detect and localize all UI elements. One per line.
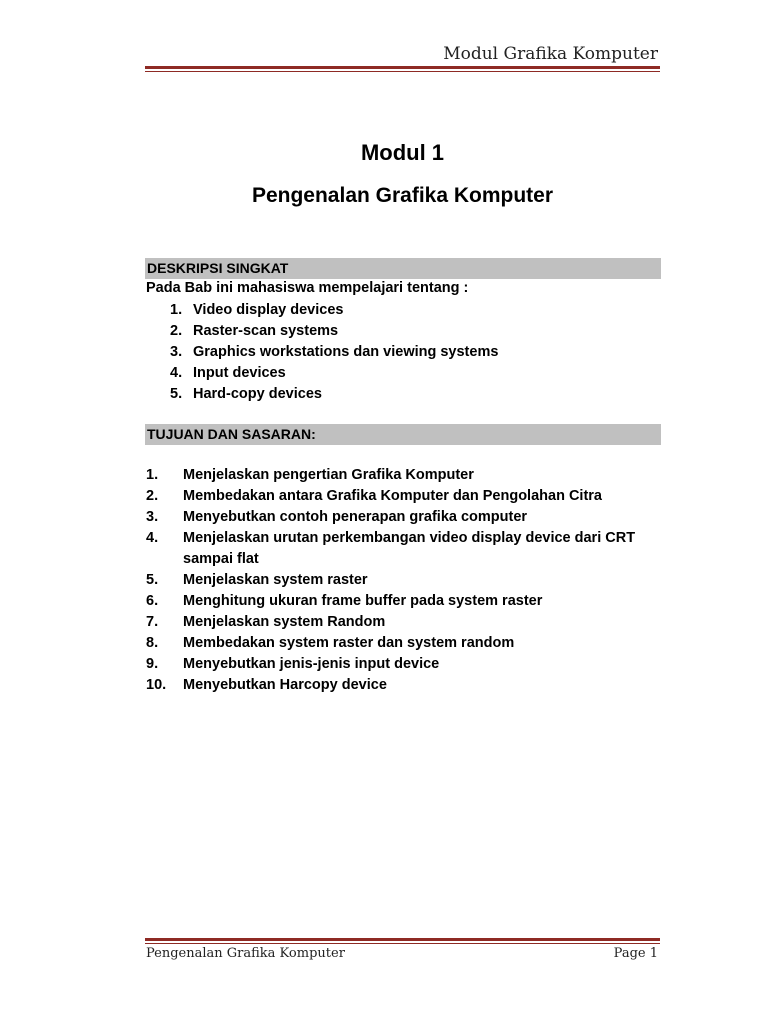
list-item-number: 8.	[146, 635, 159, 651]
list-item	[146, 591, 666, 612]
list-item-text: Video display devices	[193, 302, 344, 318]
running-footer: Pengenalan Grafika Komputer	[146, 946, 345, 961]
list-item-text: Menjelaskan urutan perkembangan video display device dari CRT sampai flat	[183, 530, 636, 567]
list-item	[146, 528, 666, 570]
list-item-number: 1.	[146, 467, 159, 483]
footer-rule	[145, 938, 660, 944]
list-item	[146, 486, 666, 507]
running-header: Modul Grafika Komputer	[443, 44, 658, 64]
list-item-text: Graphics workstations dan viewing systems	[193, 344, 499, 360]
list-item-text: Menjelaskan system raster	[183, 572, 368, 588]
list-item-number: 2.	[170, 323, 183, 339]
list-item-number: 3.	[170, 344, 183, 360]
header-rule-thick	[145, 66, 660, 69]
section-intro: Pada Bab ini mahasiswa mempelajari tentang :	[146, 280, 469, 296]
list-item-text: Hard-copy devices	[193, 386, 322, 402]
objectives-list	[146, 465, 666, 696]
list-item	[146, 507, 666, 528]
list-item-number: 7.	[146, 614, 159, 630]
list-item	[146, 465, 666, 486]
list-item-text: Membedakan antara Grafika Komputer dan Pengolahan Citra	[183, 488, 602, 504]
list-item-text: Menyebutkan Harcopy device	[183, 677, 387, 693]
list-item	[146, 654, 666, 675]
list-item-number: 5.	[170, 386, 183, 402]
header-rule	[145, 66, 660, 72]
list-item-number: 5.	[146, 572, 159, 588]
list-item	[146, 633, 666, 654]
section-heading-deskripsi: DESKRIPSI SINGKAT	[145, 258, 661, 279]
footer-rule-thick	[145, 938, 660, 941]
list-item-number: 6.	[146, 593, 159, 609]
list-item-number: 4.	[170, 365, 183, 381]
list-item-text: Menyebutkan jenis-jenis input device	[183, 656, 440, 672]
list-item-text: Menyebutkan contoh penerapan grafika computer	[183, 509, 528, 525]
list-item-number: 10.	[146, 677, 167, 693]
list-item-text: Menjelaskan pengertian Grafika Komputer	[183, 467, 474, 483]
list-item-number: 2.	[146, 488, 159, 504]
list-item-number: 9.	[146, 656, 159, 672]
list-item-text: Menghitung ukuran frame buffer pada system raster	[183, 593, 543, 609]
header-rule-thin	[145, 71, 660, 72]
list-item-number: 4.	[146, 530, 159, 546]
page-number: Page 1	[613, 946, 658, 961]
list-item-text: Input devices	[193, 365, 286, 381]
section-heading-tujuan: TUJUAN DAN SASARAN:	[145, 424, 661, 445]
list-item	[146, 570, 666, 591]
list-item-text: Menjelaskan system Random	[183, 614, 386, 630]
module-number-title: Modul 1	[360, 140, 445, 165]
list-item	[146, 612, 666, 633]
list-item-number: 1.	[170, 302, 183, 318]
list-item-number: 3.	[146, 509, 159, 525]
footer-rule-thin	[145, 943, 660, 944]
list-item	[146, 675, 666, 696]
list-item-text: Raster-scan systems	[193, 323, 339, 339]
module-title: Pengenalan Grafika Komputer	[251, 184, 554, 207]
list-item-text: Membedakan system raster dan system random	[183, 635, 515, 651]
